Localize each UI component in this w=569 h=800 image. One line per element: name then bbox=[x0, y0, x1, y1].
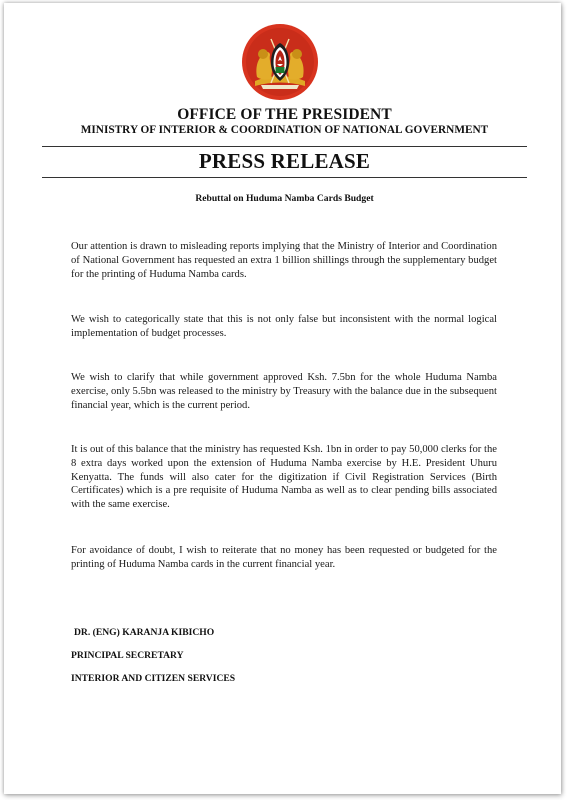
paragraph: For avoidance of doubt, I wish to reiterate that no money has been requested or budgeted for the printing of Huduma Namba cards in the current financial year. bbox=[71, 545, 497, 570]
signatory-title: PRINCIPAL SECRETARY bbox=[71, 650, 184, 661]
page-title: PRESS RELEASE bbox=[198, 149, 371, 173]
document-subtitle: Rebuttal on Huduma Namba Cards Budget bbox=[195, 193, 374, 204]
signatory-name: DR. (ENG) KARANJA KIBICHO bbox=[74, 627, 215, 638]
kenya-coat-of-arms-icon bbox=[241, 23, 319, 101]
office-title: OFFICE OF THE PRESIDENT bbox=[177, 106, 392, 123]
heading-rule-top bbox=[42, 146, 527, 147]
paragraph: It is out of this balance that the ministry has requested Ksh. 1bn in order to pay 50,000 clerks for the 8 extra days worked upon the extension of Huduma Namba exercise by H.E. President Uhuru Kenyatta. The funds will also cater for the digitization if Civil Registration Services (Birth Certificates) which is a pre requisite of Huduma Namba as well as to clear pending bills associated with the same exercise. bbox=[71, 444, 497, 511]
paragraph: We wish to categorically state that this is not only false but inconsistent with the normal logical implementation of budget processes. bbox=[71, 314, 497, 339]
paragraph: We wish to clarify that while government approved Ksh. 7.5bn for the whole Huduma Namba exercise, only 5.5bn was released to the ministry by Treasury with the balance due in the subsequent financial year, which is the current period. bbox=[71, 372, 497, 411]
ministry-title: MINISTRY OF INTERIOR & COORDINATION OF NATIONAL GOVERNMENT bbox=[80, 124, 489, 136]
paragraph: Our attention is drawn to misleading reports implying that the Ministry of Interior and Coordination of National Government has requested an extra 1 billion shillings through the supplementary budget for the printing of Huduma Namba cards. bbox=[71, 241, 497, 280]
signatory-department: INTERIOR AND CITIZEN SERVICES bbox=[71, 673, 236, 684]
heading-rule-bottom bbox=[42, 177, 527, 178]
